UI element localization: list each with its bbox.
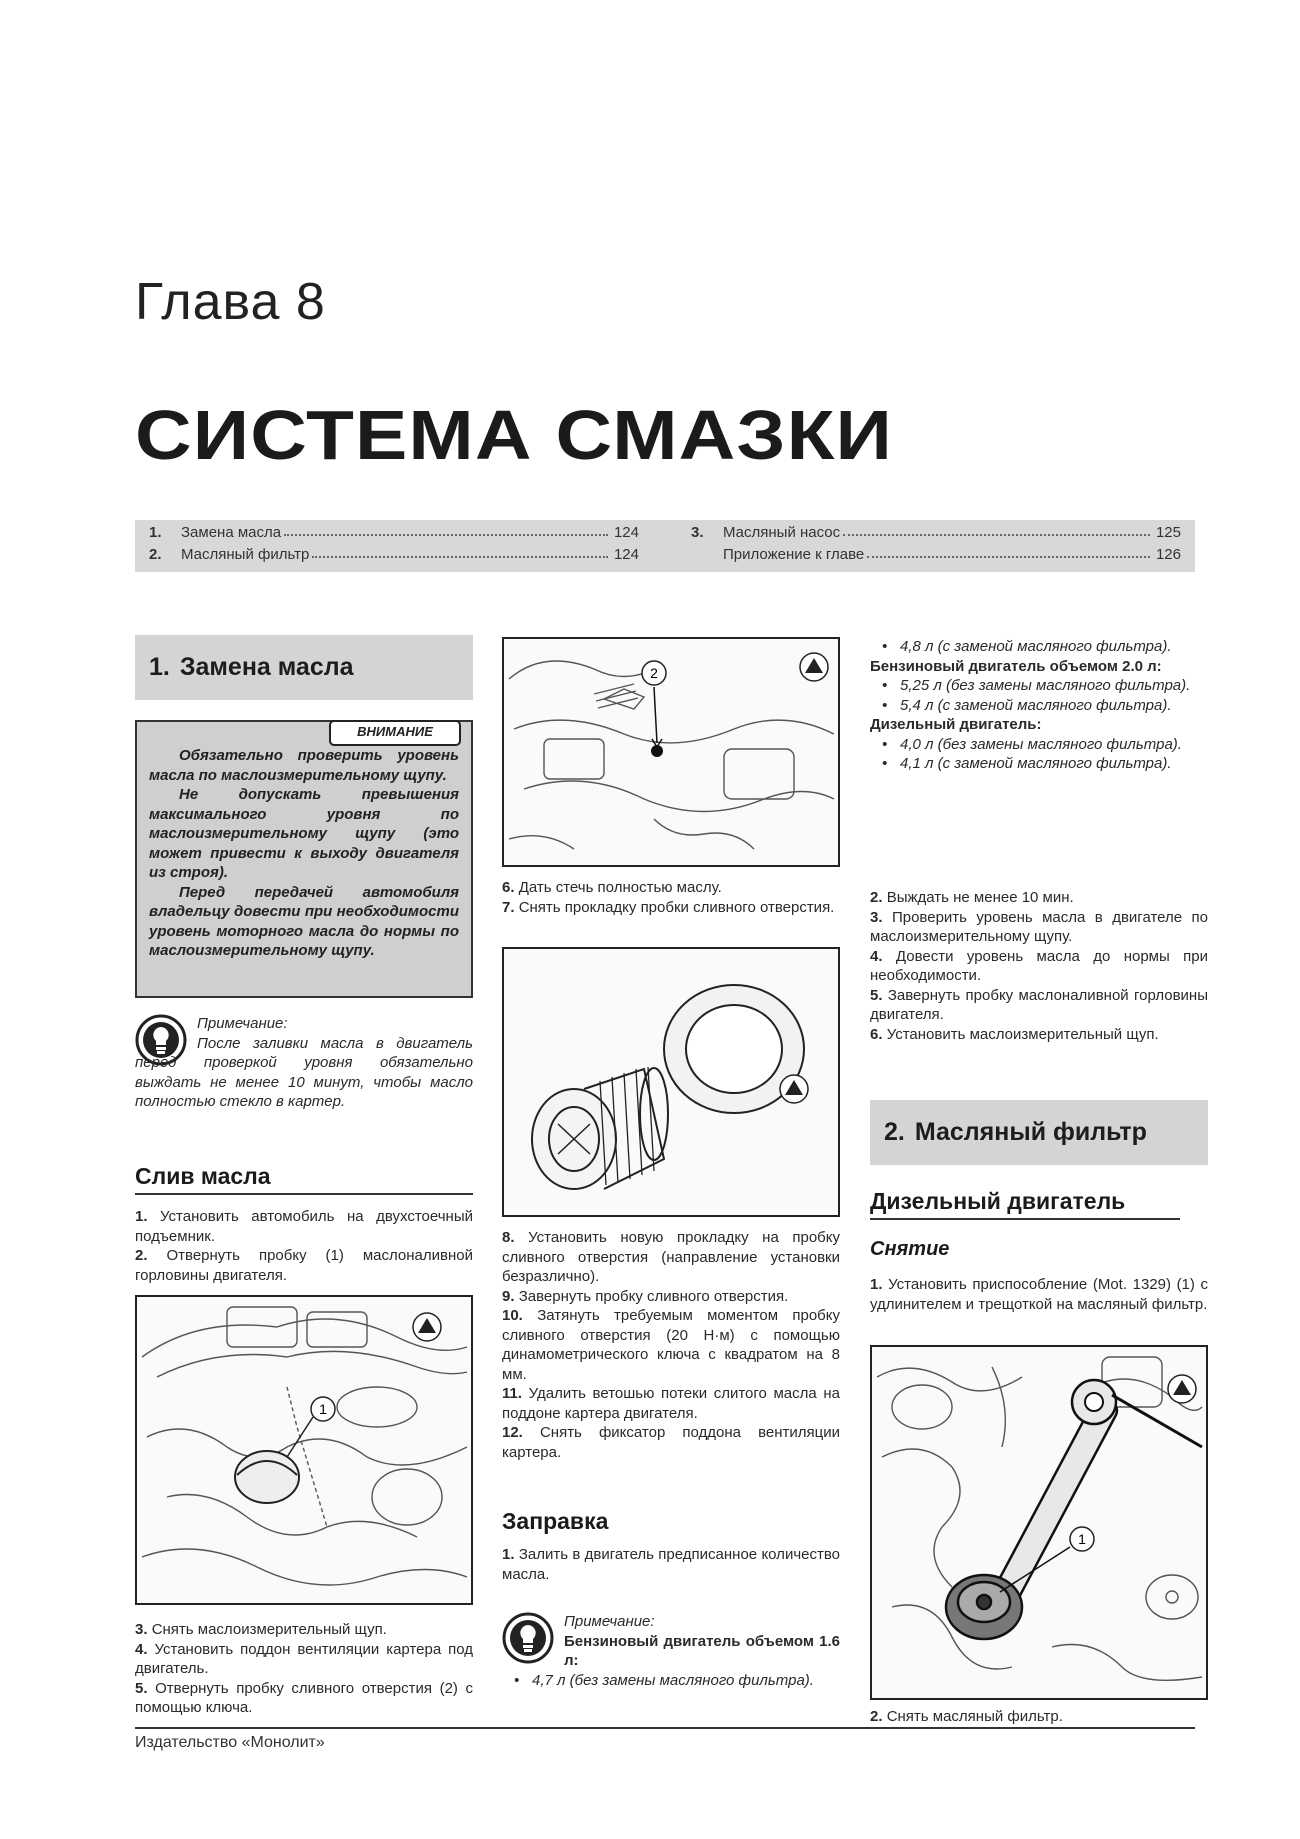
subsection-removal [870, 1238, 1208, 1261]
subsection-heading: Заправка [502, 1508, 609, 1534]
step-item: 2. Отвернуть пробку (1) маслоналивной горловины двигателя. [135, 1247, 473, 1284]
table-of-contents [135, 520, 1195, 572]
subsection-heading: Слив масла [135, 1163, 473, 1195]
step-item: 7. Снять прокладку пробки сливного отверстия. [502, 898, 835, 916]
warning-paragraph: Не допускать превышения максимального уровня по маслоизмерительному щупу (это может привести к выходу двигателя из строя). [149, 786, 459, 881]
note-text: После заливки масла в двигатель перед проверкой уровня обязательно выждать не менее 10 минут, чтобы масло полностью стекло в картер. [135, 1034, 473, 1110]
subsection-drain [135, 1163, 473, 1195]
callout-number: 2 [650, 665, 658, 681]
oil-filter-figure [870, 1345, 1208, 1700]
subsection-heading: Дизельный двигатель [870, 1188, 1180, 1220]
step-item: 10. Затянуть требуемым моментом пробку сливного отверстия (20 Н·м) с помощью динамометрического ключа с квадратом на 8 мм. [502, 1307, 840, 1383]
step-item: 11. Удалить ветошью потеки слитого масла на поддоне картера двигателя. [502, 1385, 840, 1422]
step-item: 6. Установить маслоизмерительный щуп. [870, 1025, 1159, 1043]
note-engine: Бензиновый двигатель объемом 1.6 л: [564, 1632, 840, 1669]
step-item: 3. Снять маслоизмерительный щуп. [135, 1621, 387, 1638]
step-item: 1. Залить в двигатель предписанное количество масла. [502, 1546, 840, 1583]
section-heading: 2. Масляный фильтр [870, 1100, 1208, 1165]
warning-box [135, 720, 473, 998]
step-item: 9. Завернуть пробку сливного отверстия. [502, 1287, 789, 1305]
subsection-diesel [870, 1188, 1180, 1220]
toc-item[interactable]: Приложение к главе 126 [723, 546, 1181, 563]
steps-list [870, 888, 1208, 1044]
step-item: 3. Проверить уровень масла в двигателе по маслоизмерительному щупу. [870, 908, 1209, 945]
step-item: 1. Установить автомобиль на двухстоечный подъемник. [135, 1208, 473, 1245]
callout-number: 1 [1078, 1531, 1086, 1547]
step-item: 2. Выждать не менее 10 мин. [870, 889, 1074, 906]
publisher-footer: Издательство «Монолит» [135, 1734, 325, 1751]
toc-item[interactable]: 2. Масляный фильтр 124 [149, 546, 639, 563]
steps-list [502, 1228, 840, 1462]
steps-list [135, 1207, 473, 1285]
callout-number: 1 [319, 1401, 327, 1417]
capacity-list [870, 637, 1208, 774]
step-item: 5. Отвернуть пробку сливного отверстия (2) с помощью ключа. [135, 1679, 474, 1716]
steps-list [502, 878, 840, 917]
note-label: Примечание: [197, 1015, 288, 1032]
engine-top-figure [135, 1295, 473, 1605]
capacity-item: • 4,1 л (с заменой масляного фильтра). [870, 754, 1208, 774]
oil-pan-figure [502, 637, 840, 867]
capacity-item: • 4,7 л (без замены масляного фильтра). [502, 1671, 840, 1691]
note [502, 1612, 840, 1690]
capacity-item: • 4,8 л (с заменой масляного фильтра). [870, 637, 1208, 657]
warning-paragraph: Перед передачей автомобиля владельцу довести при необходимости уровень моторного масла до нормы по маслоизмерительному щупу. [149, 883, 459, 959]
warning-tag: ВНИМАНИЕ [329, 720, 461, 746]
subsection-refill [502, 1508, 840, 1538]
step-item: 12. Снять фиксатор поддона вентиляции картера. [502, 1424, 840, 1461]
capacity-item: • 5,4 л (с заменой масляного фильтра). [870, 696, 1208, 716]
note [135, 1014, 473, 1112]
capacity-item: • 4,0 л (без замены масляного фильтра). [870, 735, 1208, 755]
engine-heading: Дизельный двигатель: [870, 716, 1042, 733]
steps-list [135, 1620, 473, 1718]
capacity-item: • 5,25 л (без замены масляного фильтра). [870, 676, 1208, 696]
page-title: СИСТЕМА СМАЗКИ [135, 396, 894, 474]
step-item: 6. Дать стечь полностью маслу. [502, 879, 722, 896]
engine-heading: Бензиновый двигатель объемом 2.0 л: [870, 657, 1162, 675]
subsection-heading: Снятие [870, 1238, 950, 1260]
note-label: Примечание: [564, 1613, 655, 1630]
chapter-number: Глава 8 [135, 273, 326, 331]
step-item: 5. Завернуть пробку маслоналивной горловины двигателя. [870, 986, 1208, 1023]
step-item: 2. Снять масляный фильтр. [870, 1708, 1063, 1725]
step-item: 1. Установить приспособление (Mot. 1329) (1) с удлинителем и трещоткой на масляный фильтр. [870, 1276, 1208, 1313]
section-heading: 1. Замена масла [135, 635, 473, 700]
warning-paragraph: Обязательно проверить уровень масла по маслоизмерительному щупу. [149, 747, 459, 784]
toc-item[interactable]: 1. Замена масла 124 [149, 524, 639, 541]
steps-list [502, 1545, 840, 1584]
toc-item[interactable]: 3. Масляный насос 125 [691, 524, 1181, 541]
footer-divider [135, 1727, 1195, 1729]
drain-plug-figure [502, 947, 840, 1217]
step-item: 4. Довести уровень масла до нормы при необходимости. [870, 947, 1208, 984]
step-item: 4. Установить поддон вентиляции картера под двигатель. [135, 1640, 473, 1677]
step-item: 8. Установить новую прокладку на пробку сливного отверстия (направление установки безразлично). [502, 1229, 840, 1285]
steps-list [870, 1707, 1208, 1727]
steps-list [870, 1275, 1208, 1314]
